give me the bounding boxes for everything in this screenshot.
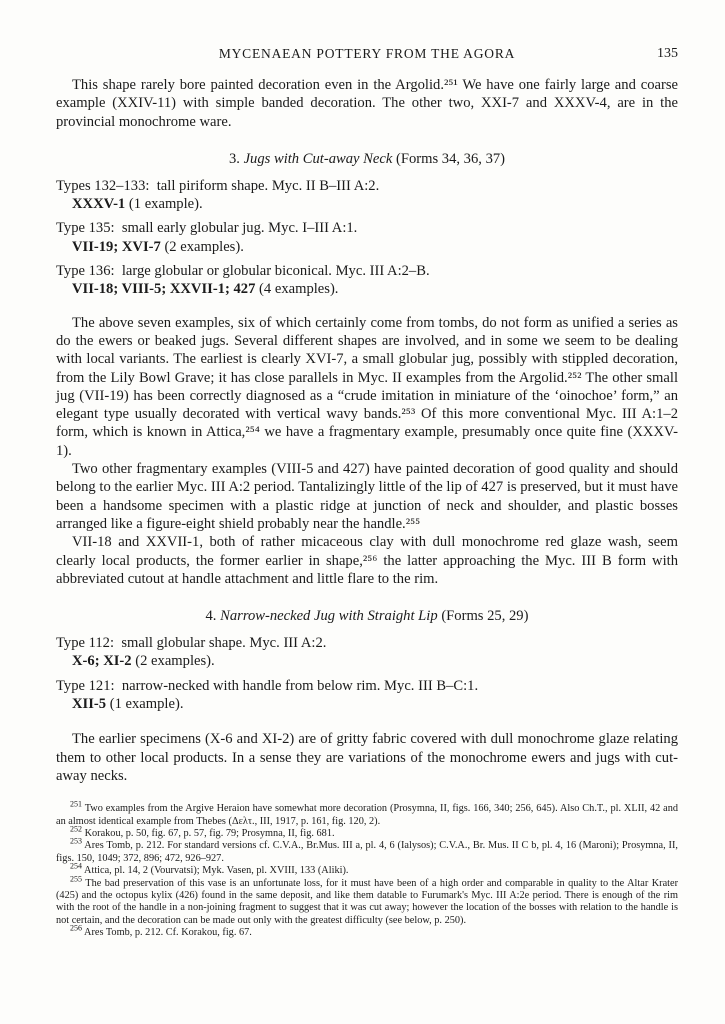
footnote-number: 254 — [70, 861, 82, 871]
running-title: MYCENAEAN POTTERY FROM THE AGORA — [218, 46, 516, 61]
footnote — [56, 861, 678, 877]
type-count: (1 example). — [128, 196, 203, 213]
section-4-forms: (Forms 25, 29) — [441, 608, 529, 625]
type-count: (2 examples). — [135, 653, 215, 670]
footnotes — [56, 799, 679, 939]
section-4-paragraph: The earlier specimens (X-6 and XI-2) are of gritty fabric covered with dull monochrome glaze relating them to other local products. In a sense they are variations of the monochrome ewers and jugs with cut-away necks. — [56, 731, 678, 784]
footnote-number: 255 — [70, 874, 82, 884]
section-3-heading — [56, 150, 678, 168]
footnote-number: 252 — [70, 824, 82, 834]
type-examples: VII-19; XVI-7 — [72, 238, 161, 255]
section-4-title: Narrow-necked Jug with Straight Lip — [220, 608, 438, 625]
footnote-text: The bad preservation of this vase is an unfortunate loss, for it must have been of a high order and comparable in quality to the Altar Krater (425) and the octopus kylix (426) found in the same deposit, and like them datable to Furumark's Myc. III A:2e period. There is enough of the rim with the root of the handle in a non-joining fragment to suggest that it was cut away; however the location of the bosses with relation to the handle is not certain, and the decoration can be made out only with the greatest difficulty (see below, p. 250). — [56, 877, 679, 926]
section-3-forms: (Forms 34, 36, 37) — [395, 150, 506, 167]
footnote — [56, 874, 679, 928]
section-3-number: 3. — [228, 150, 240, 167]
footnote — [56, 824, 678, 840]
type-desc: tall piriform shape. Myc. II B–III A:2. — [156, 177, 380, 194]
type-desc: large globular or globular biconical. Myc. III A:2–B. — [121, 263, 430, 280]
section-4-heading — [56, 607, 678, 625]
type-desc: narrow-necked with handle from below rim. Myc. III B–C:1. — [121, 677, 479, 694]
type-examples: VII-18; VIII-5; XXVII-1; 427 — [72, 281, 256, 298]
footnote-text: Korakou, p. 50, fig. 67, p. 57, fig. 79; Prosymna, II, fig. 681. — [84, 828, 335, 840]
type-desc: small early globular jug. Myc. I–III A:1. — [121, 220, 358, 237]
section-3-title: Jugs with Cut-away Neck — [243, 150, 393, 167]
intro-paragraph: This shape rarely bore painted decoration even in the Argolid.²⁵¹ We have one fairly large and coarse example (XXIV-11) with simple banded decoration. The other two, XXI-7 and XXXV-4, are in the provincial monochrome ware. — [56, 77, 678, 130]
footnote-number: 256 — [70, 923, 82, 933]
section-3-types — [56, 177, 678, 299]
footnote-number: 251 — [70, 799, 82, 809]
type-label: Types 132–133: — [56, 177, 150, 194]
type-count: (4 examples). — [259, 281, 339, 298]
footnote — [56, 799, 679, 828]
type-label: Type 121: — [56, 677, 115, 694]
type-label: Type 112: — [56, 635, 115, 652]
type-count: (1 example). — [109, 696, 184, 713]
footnote-text: Ares Tomb, p. 212. For standard versions cf. C.V.A., Br.Mus. III a, pl. 4, 6 (Ialysos); C.V.A., Br. Mus. II C b, pl. 4, 16 (Maroni); Prosymna, II, figs. 150, 1049; 372, 896; 472, 926–927. — [56, 840, 678, 864]
section-4-types — [56, 634, 678, 713]
section-3-paragraph-1: The above seven examples, six of which certainly come from tombs, do not form as unified a series as do the ewers or beaked jugs. Several different shapes are involved, and in some we seem to be dealing with local variants. The earliest is clearly XVI-7, a small globular jug, possibly with stippled decoration, from the Lily Bowl Grave; it has close parallels in Myc. II examples from the Argolid.²⁵² The other small jug (VII-19) has been correctly diagnosed as a “crude imitation in miniature of the ‘oinochoe’ form,” an elegant type usually decorated with vertical wavy bands.²⁵³ Of this more conventional Myc. III A:1–2 form, which is known in Attica,²⁵⁴ we have a fragmentary example, presumably once quite fine (XXXV-1). — [56, 314, 678, 459]
footnote — [56, 923, 678, 939]
type-label: Type 135: — [56, 220, 115, 237]
footnote-number: 253 — [70, 837, 82, 846]
type-label: Type 136: — [56, 263, 115, 280]
footnote-text: Attica, pl. 14, 2 (Vourvatsi); Myk. Vasen, pl. XVIII, 133 (Aliki). — [84, 865, 349, 877]
type-entry — [56, 177, 678, 214]
type-desc: small globular shape. Myc. III A:2. — [121, 635, 327, 652]
type-entry — [56, 262, 678, 299]
page — [56, 46, 678, 940]
type-examples: XII-5 — [72, 696, 107, 713]
section-4-number: 4. — [205, 608, 217, 625]
footnote-text: Two examples from the Argive Heraion have somewhat more decoration (Prosymna, II, figs. 166, 340; 256, 645). Also Ch.T., pl. XLII, 42 and an almost identical example from Thebes (Δελτ., III, 1917, p. 161, fig. 120, 2). — [56, 803, 679, 827]
running-header — [56, 46, 678, 66]
type-entry — [56, 677, 678, 714]
type-entry — [56, 219, 678, 256]
type-count: (2 examples). — [164, 238, 244, 255]
type-examples: X-6; XI-2 — [72, 653, 132, 670]
type-entry — [56, 634, 678, 671]
footnote — [56, 837, 678, 865]
section-3-paragraph-2: Two other fragmentary examples (VIII-5 and 427) have painted decoration of good quality and should belong to the earlier Myc. III A:2 period. Tantalizingly little of the lip of 427 is preserved, but it must have been a handsome specimen with a plastic ridge at junction of neck and shoulder, and plastic bosses arranged like a figure-eight shield probably near the handle.²⁵⁵ — [56, 461, 678, 532]
type-examples: XXXV-1 — [72, 196, 126, 213]
footnote-text: Ares Tomb, p. 212. Cf. Korakou, fig. 67. — [84, 927, 252, 939]
section-3-paragraph-3: VII-18 and XXVII-1, both of rather micaceous clay with dull monochrome red glaze wash, seem clearly local products, the former earlier in shape,²⁵⁶ the latter approaching the Myc. III B form with abbreviated cutout at handle attachment and little flare to the rim. — [56, 534, 678, 587]
page-number: 135 — [657, 46, 678, 61]
